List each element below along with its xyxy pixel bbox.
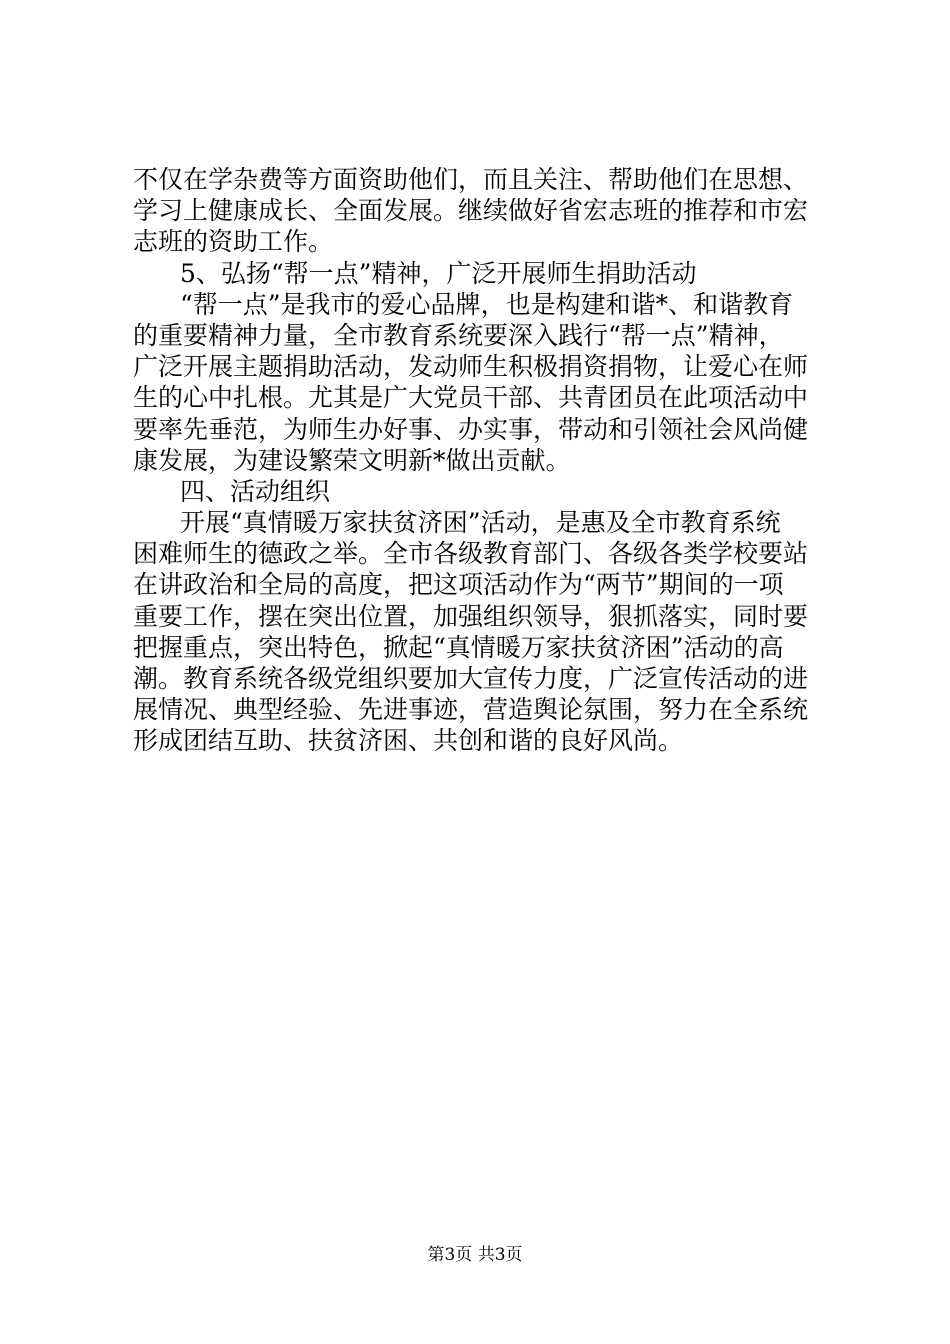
page-footer bbox=[0, 1245, 950, 1265]
text-line: 重要工作，摆在突出位置，加强组织领导，狠抓落实，同时要 bbox=[133, 601, 809, 631]
text-line: 志班的资助工作。 bbox=[133, 227, 334, 257]
text-line: 把握重点，突出特色，掀起“真情暖万家扶贫济困”活动的高 bbox=[133, 632, 784, 662]
text-line: 开展“真情暖万家扶贫济困”活动，是惠及全市教育系统 bbox=[180, 508, 781, 538]
text-line: 在讲政治和全局的高度，把这项活动作为“两节”期间的一项 bbox=[133, 570, 784, 600]
text-line: 康发展，为建设繁荣文明新*做出贡献。 bbox=[133, 445, 571, 475]
text-line: 的重要精神力量，全市教育系统要深入践行“帮一点”精神， bbox=[133, 320, 784, 350]
text-line: 学习上健康成长、全面发展。继续做好省宏志班的推荐和市宏 bbox=[133, 196, 809, 226]
section-heading-5: 5、弘扬“帮一点”精神，广泛开展师生捐助活动 bbox=[180, 258, 697, 288]
page-number: 第3页 共3页 bbox=[427, 1245, 523, 1265]
text-line: “帮一点”是我市的爱心品牌，也是构建和谐*、和谐教育 bbox=[180, 289, 794, 319]
text-line: 潮。教育系统各级党组织要加大宣传力度，广泛宣传活动的进 bbox=[133, 664, 809, 693]
text-line: 困难师生的德政之举。全市各级教育部门、各级各类学校要站 bbox=[133, 539, 809, 569]
text-line: 不仅在学杂费等方面资助他们，而且关注、帮助他们在思想、 bbox=[133, 165, 809, 194]
document-body bbox=[133, 164, 833, 757]
text-line: 要率先垂范，为师生办好事、办实事，带动和引领社会风尚健 bbox=[133, 414, 809, 444]
section-heading-4: 四、活动组织 bbox=[180, 476, 331, 506]
text-line: 展情况、典型经验、先进事迹，营造舆论氛围，努力在全系统 bbox=[133, 695, 809, 725]
text-line: 生的心中扎根。尤其是广大党员干部、共青团员在此项活动中 bbox=[133, 383, 809, 413]
text-line: 广泛开展主题捐助活动，发动师生积极捐资捐物，让爱心在师 bbox=[133, 352, 809, 382]
text-line: 形成团结互助、扶贫济困、共创和谐的良好风尚。 bbox=[133, 726, 684, 756]
